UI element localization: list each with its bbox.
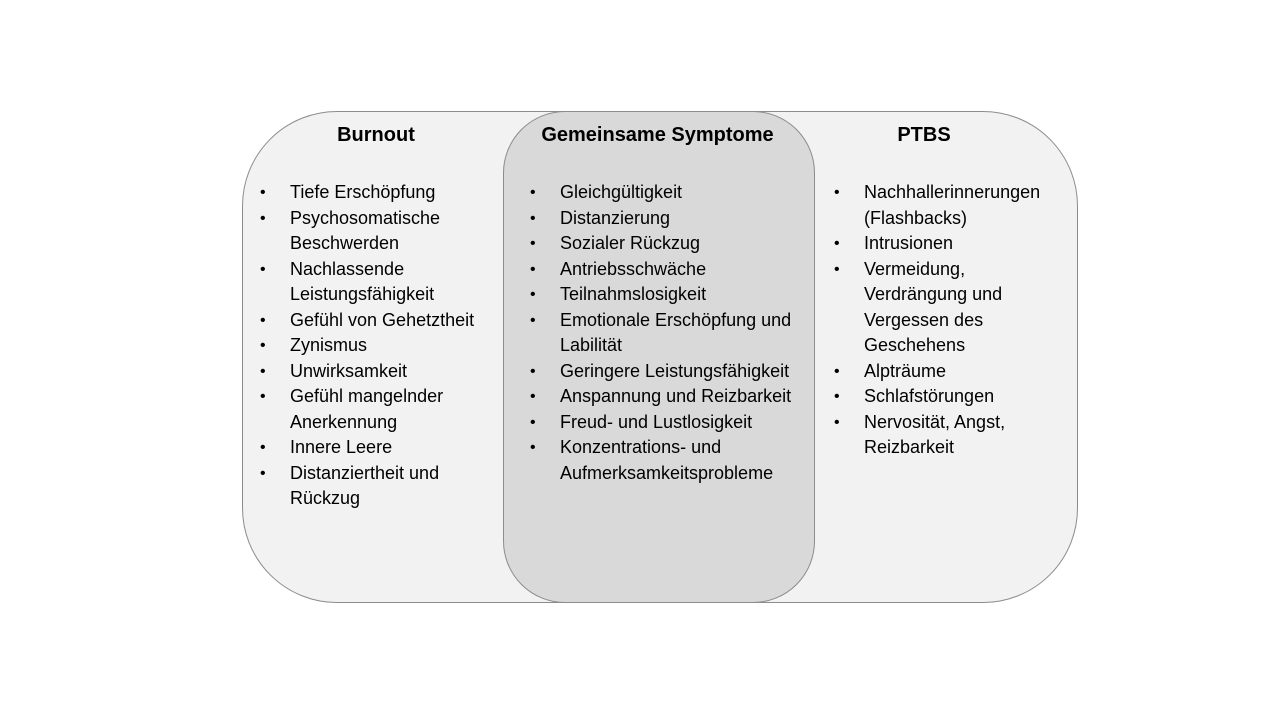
symptom-list-item (530, 206, 805, 232)
bullet-icon: • (530, 209, 536, 227)
symptom-text: Gefühl mangelnder Anerkennung (290, 386, 444, 432)
bullet-icon: • (530, 235, 536, 252)
bullet-icon: • (260, 209, 266, 227)
symptom-text: Gefühl von Gehetztheit (290, 309, 475, 330)
symptom-text: Vermeidung, Verdrängung und Vergessen des Geschehens (864, 258, 1003, 355)
symptom-list-item (260, 435, 492, 461)
bullet-icon: • (834, 260, 840, 278)
bullet-icon: • (530, 388, 536, 405)
common-symptom-list (530, 180, 805, 486)
symptom-list-item (260, 359, 492, 385)
symptom-text: Sozialer Rückzug (560, 233, 701, 253)
symptom-text: Nervosität, Angst, Reizbarkeit (864, 411, 1006, 457)
symptom-text: Distanziertheit und Rückzug (290, 462, 440, 508)
symptom-text: Nachhallerinnerungen (Flashbacks) (864, 182, 1041, 228)
burnout-title: Burnout (337, 124, 415, 146)
symptom-text: Schlafstörungen (864, 386, 995, 406)
bullet-icon: • (530, 362, 536, 380)
bullet-icon: • (260, 260, 266, 278)
symptom-list-item (834, 410, 1066, 461)
symptom-list-item (834, 180, 1066, 231)
symptom-text: Tiefe Erschöpfung (290, 182, 436, 202)
bullet-icon: • (834, 362, 840, 380)
symptom-list-item (530, 359, 805, 385)
symptom-list-item (260, 180, 492, 206)
bullet-icon: • (260, 337, 266, 354)
bullet-icon: • (834, 235, 840, 252)
bullet-icon: • (530, 286, 536, 303)
symptom-list-item (834, 359, 1066, 385)
symptom-list-item (530, 308, 805, 359)
symptom-text: Intrusionen (864, 233, 954, 253)
bullet-icon: • (260, 362, 266, 380)
bullet-icon: • (260, 388, 266, 405)
bullet-icon: • (530, 413, 536, 431)
bullet-icon: • (530, 184, 536, 201)
symptom-text: Gleichgültigkeit (560, 182, 683, 202)
symptom-list-item (834, 384, 1066, 410)
symptom-text: Innere Leere (290, 437, 393, 457)
symptom-list-item (530, 257, 805, 283)
symptom-list-item (260, 461, 492, 512)
symptom-text: Zynismus (290, 335, 368, 355)
symptom-list-item (260, 384, 492, 435)
symptom-text: Emotionale Erschöpfung und Labilität (560, 309, 792, 355)
bullet-icon: • (260, 439, 266, 456)
symptom-text: Antriebsschwäche (560, 258, 707, 279)
symptom-list-item (834, 257, 1066, 359)
bullet-icon: • (530, 439, 536, 456)
symptom-list-item (834, 231, 1066, 257)
symptom-list-item (260, 206, 492, 257)
bullet-icon: • (834, 388, 840, 405)
common-symptoms-title: Gemeinsame Symptome (541, 124, 774, 146)
symptom-list-item (530, 384, 805, 410)
symptom-text: Alpträume (864, 360, 947, 381)
symptom-text: Distanzierung (560, 207, 671, 228)
symptom-text: Psychosomatische Beschwerden (290, 207, 441, 253)
bullet-icon: • (260, 184, 266, 201)
bullet-icon: • (260, 464, 266, 482)
symptom-list-item (260, 308, 492, 334)
burnout-symptom-list (260, 180, 492, 512)
bullet-icon: • (530, 260, 536, 278)
symptom-text: Teilnahmslosigkeit (560, 284, 707, 304)
bullet-icon: • (260, 311, 266, 329)
bullet-icon: • (834, 184, 840, 201)
symptom-text: Freud- und Lustlosigkeit (560, 411, 753, 432)
symptom-text: Unwirksamkeit (290, 360, 408, 381)
symptom-list-item (530, 410, 805, 436)
bullet-icon: • (530, 311, 536, 329)
symptom-text: Konzentrations- und Aufmerksamkeitsprobleme (560, 437, 774, 483)
symptom-list-item (530, 180, 805, 206)
symptom-list-item (530, 231, 805, 257)
symptom-list-item (530, 435, 805, 486)
symptom-text: Geringere Leistungsfähigkeit (560, 360, 790, 381)
symptom-text: Anspannung und Reizbarkeit (560, 386, 792, 406)
symptom-list-item (260, 257, 492, 308)
ptbs-title: PTBS (897, 124, 951, 146)
symptom-list-item (530, 282, 805, 308)
symptom-list-item (260, 333, 492, 359)
bullet-icon: • (834, 413, 840, 431)
symptom-text: Nachlassende Leistungsfähigkeit (290, 258, 435, 304)
ptbs-symptom-list (834, 180, 1066, 461)
